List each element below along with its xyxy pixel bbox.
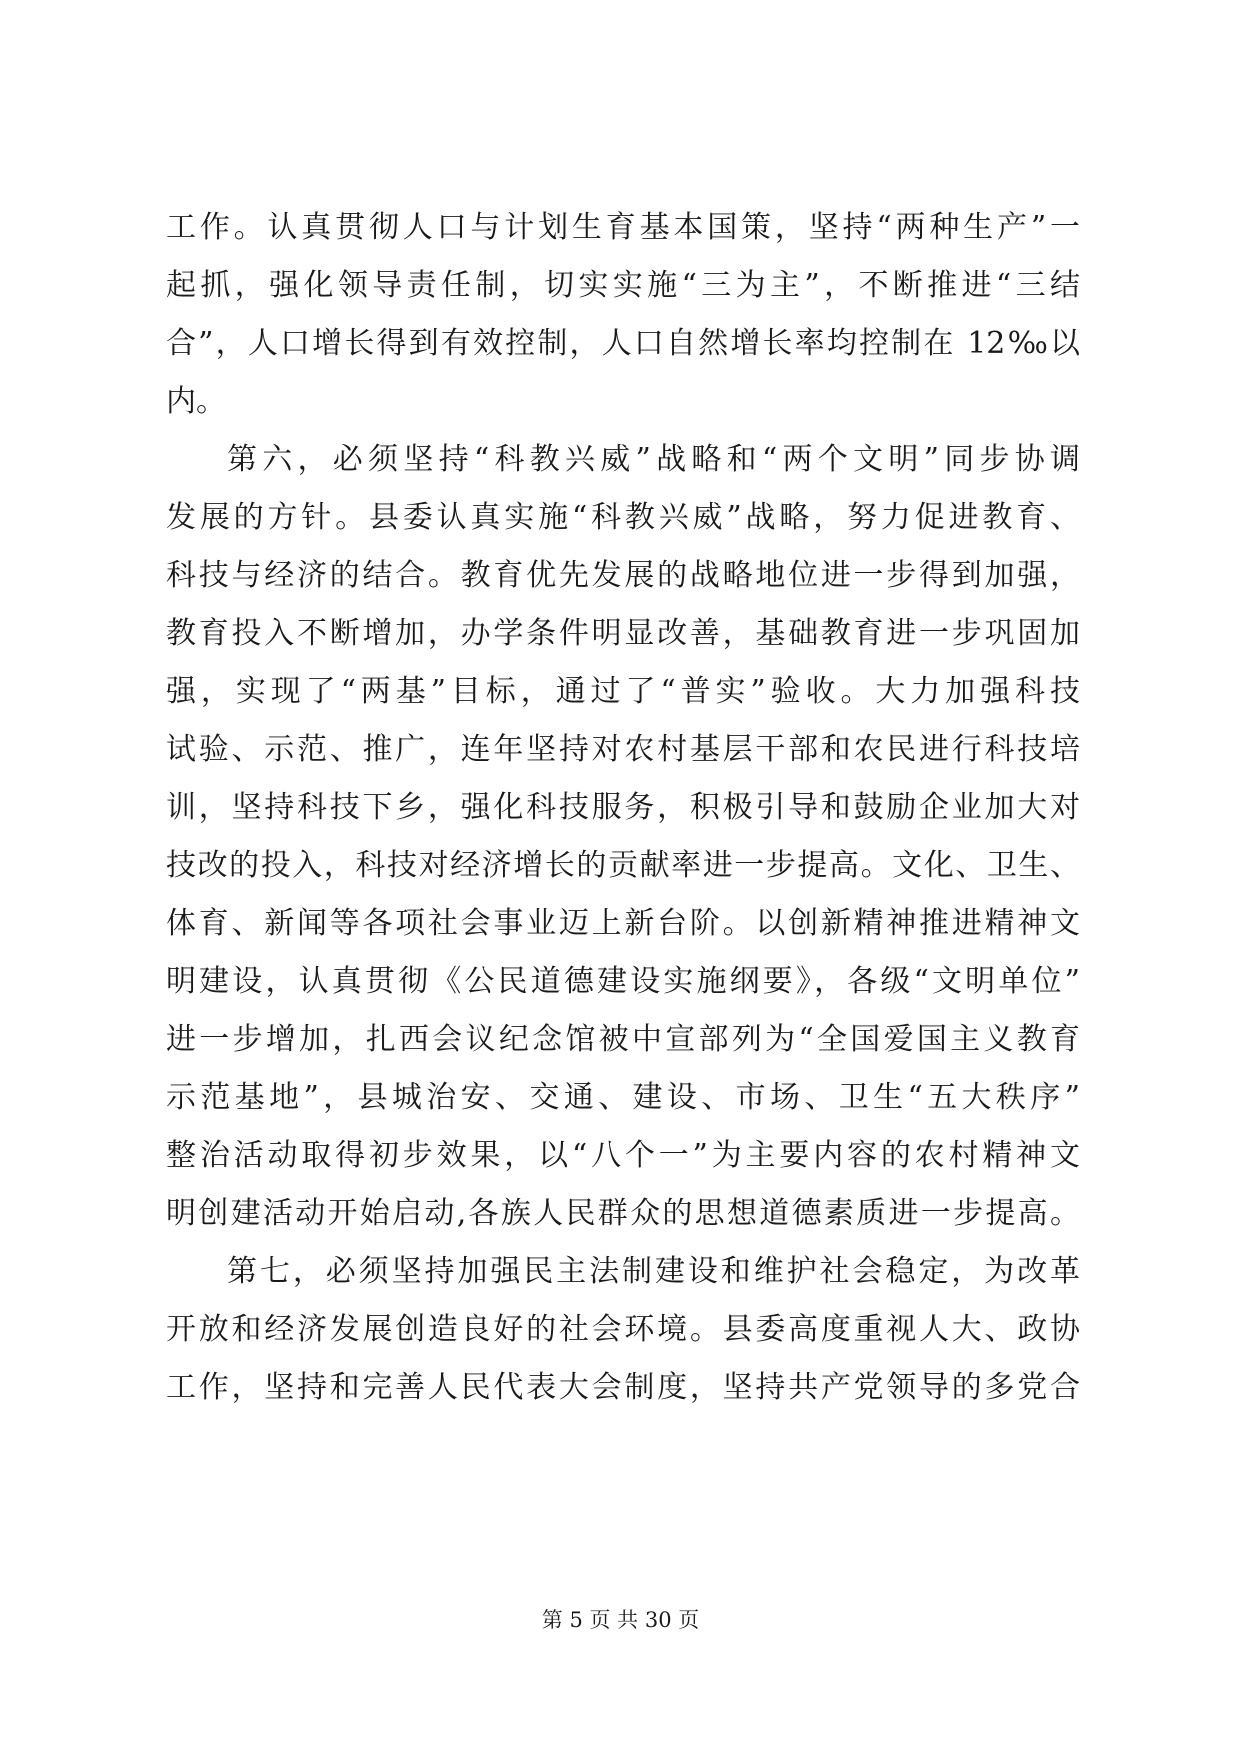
text-line: 训，坚持科技下乡，强化科技服务，积极引导和鼓励企业加大对 <box>166 790 1080 825</box>
text-line: 体育、新闻等各项社会事业迈上新台阶。以创新精神推进精神文 <box>166 906 1080 941</box>
text-line: 技改的投入，科技对经济增长的贡献率进一步提高。文化、卫生、 <box>166 848 1080 883</box>
text-line: 发展的方针。县委认真实施“科教兴威”战略，努力促进教育、 <box>166 500 1080 535</box>
text-line: 明创建活动开始启动,各族人民群众的思想道德素质进一步提高。 <box>166 1196 1080 1231</box>
text-line: 第七，必须坚持加强民主法制建设和维护社会稳定，为改革 <box>227 1254 1080 1289</box>
text-line: 科技与经济的结合。教育优先发展的战略地位进一步得到加强， <box>166 558 1080 593</box>
text-line: 工作。认真贯彻人口与计划生育基本国策，坚持“两种生产”一 <box>166 210 1080 245</box>
text-line: 合”，人口增长得到有效控制，人口自然增长率均控制在 12‰以 <box>166 326 1080 361</box>
text-line: 教育投入不断增加，办学条件明显改善，基础教育进一步巩固加 <box>166 616 1080 651</box>
text-line: 内。 <box>166 384 226 419</box>
text-line: 起抓，强化领导责任制，切实实施“三为主”，不断推进“三结 <box>166 268 1080 303</box>
text-line: 第六，必须坚持“科教兴威”战略和“两个文明”同步协调 <box>227 442 1080 477</box>
text-line: 示范基地”，县城治安、交通、建设、市场、卫生“五大秩序” <box>166 1080 1080 1115</box>
text-line: 试验、示范、推广，连年坚持对农村基层干部和农民进行科技培 <box>166 732 1080 767</box>
text-line: 进一步增加，扎西会议纪念馆被中宣部列为“全国爱国主义教育 <box>166 1022 1080 1057</box>
text-line: 明建设，认真贯彻《公民道德建设实施纲要》，各级“文明单位” <box>166 964 1080 999</box>
text-line: 强，实现了“两基”目标，通过了“普实”验收。大力加强科技 <box>166 674 1080 709</box>
text-line: 开放和经济发展创造良好的社会环境。县委高度重视人大、政协 <box>166 1312 1080 1347</box>
text-line: 工作，坚持和完善人民代表大会制度，坚持共产党领导的多党合 <box>166 1370 1080 1405</box>
page-number-footer: 第 5 页 共 30 页 <box>541 1608 700 1632</box>
text-line: 整治活动取得初步效果，以“八个一”为主要内容的农村精神文 <box>166 1138 1080 1173</box>
